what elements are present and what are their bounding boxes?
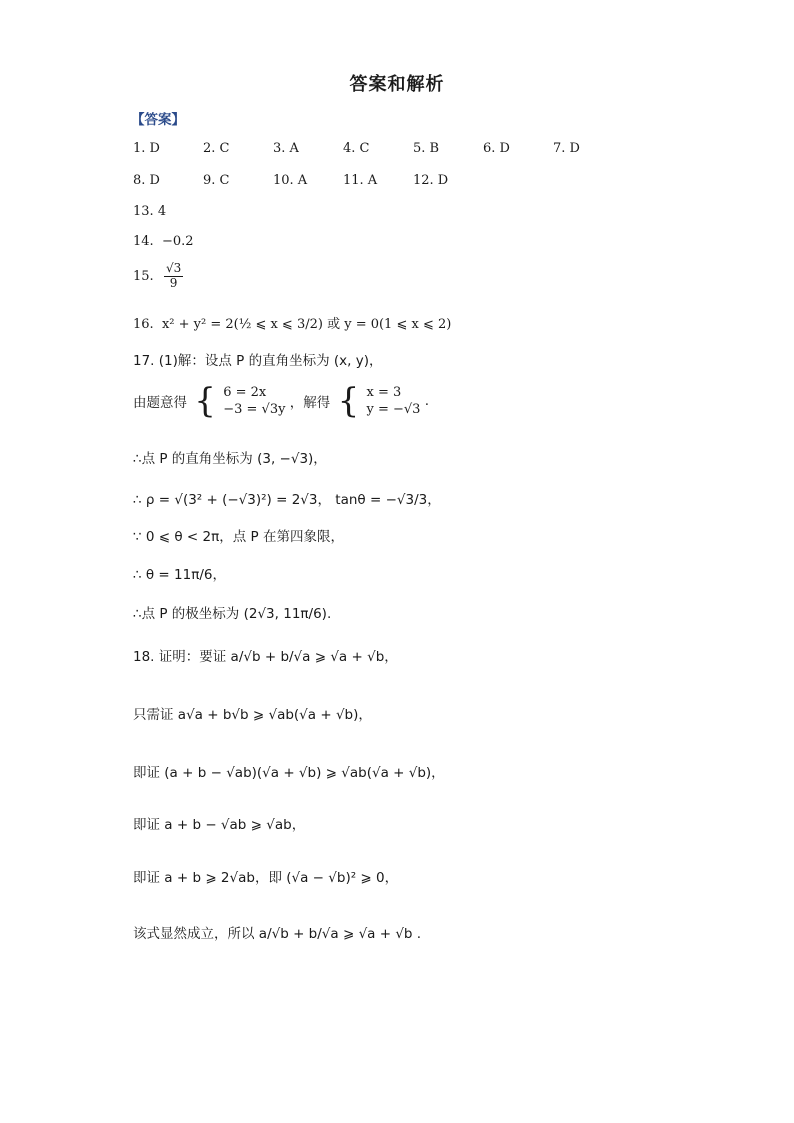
q18-line-5: 即证 a + b ⩾ 2√ab，即 (√a − √b)² ⩾ 0，: [133, 870, 399, 886]
page-title: 答案和解析: [349, 74, 445, 95]
q18-line-4: 即证 a + b − √ab ⩾ √ab，: [133, 817, 306, 833]
q17-line-5: ∵ 0 ⩽ θ < 2π，点 P 在第四象限，: [133, 529, 344, 545]
q17-line-2: 由题意得 { 6 = 2x −3 = √3y ，解得 { x = 3 y = −√3 .: [133, 381, 430, 421]
q17-line-4: ∴ ρ = √(3² + (−√3)²) = 2√3， tanθ = −√3/3，: [133, 492, 441, 508]
q18-line-3: 即证 (a + b − √ab)(√a + √b) ⩾ √ab(√a + √b)，: [133, 765, 445, 781]
answer-15: 15. $\frac{√3}{9}$: [133, 261, 182, 290]
mc-answer-1: 1. D: [133, 141, 160, 156]
mc-answer-10: 10. A: [273, 173, 308, 188]
mc-answer-7: 7. D: [553, 141, 580, 156]
q18-line-1: 18. 证明：要证 a/√b + b/√a ⩾ √a + √b，: [133, 649, 398, 665]
answer-16: 16. x² + y² = 2(½ ⩽ x ⩽ 3/2) 或 y = 0(1 ⩽ x ⩽ 2): [133, 317, 452, 332]
q18-line-2: 只需证 a√a + b√b ⩾ √ab(√a + √b)，: [133, 707, 372, 723]
equation-system-2: x = 3 y = −√3: [366, 385, 421, 417]
q17-line-1: 17. (1)解：设点 P 的直角坐标为 (x, y)，: [133, 353, 383, 369]
q17-line-3: ∴点 P 的直角坐标为 (3, −√3)，: [133, 451, 327, 467]
mc-answer-4: 4. C: [343, 141, 370, 156]
mc-answer-12: 12. D: [413, 173, 449, 188]
mc-answer-8: 8. D: [133, 173, 160, 188]
mc-answer-2: 2. C: [203, 141, 230, 156]
answer-14: 14. −0.2: [133, 234, 194, 249]
answer-13: 13. 4: [133, 204, 167, 219]
mc-answer-6: 6. D: [483, 141, 510, 156]
answer-section-tag: 【答案】: [131, 112, 185, 128]
answer-15-fraction: $\frac{√3}{9}$: [165, 261, 182, 290]
mc-answer-9: 9. C: [203, 173, 230, 188]
mc-answer-5: 5. B: [413, 141, 440, 156]
equation-system-1: 6 = 2x −3 = √3y: [223, 385, 286, 417]
mc-answer-3: 3. A: [273, 141, 299, 156]
q17-line-7: ∴点 P 的极坐标为 (2√3, 11π/6).: [133, 606, 332, 622]
q17-line-6: ∴ θ = 11π/6，: [133, 567, 226, 583]
mc-answer-11: 11. A: [343, 173, 378, 188]
q18-line-6: 该式显然成立，所以 a/√b + b/√a ⩾ √a + √b .: [133, 926, 422, 942]
